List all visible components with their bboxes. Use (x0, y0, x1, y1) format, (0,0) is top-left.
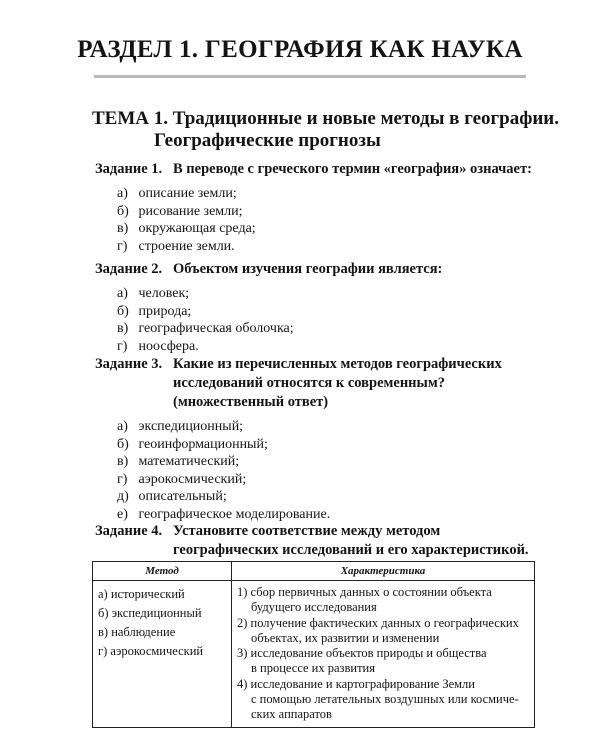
task-4 (95, 522, 529, 560)
task-4-header (95, 522, 529, 560)
characteristic-column-header: Характеристика (232, 562, 535, 581)
task-2-option-b: б) природа; (117, 303, 192, 319)
task-1-label: Задание 1. (95, 161, 163, 177)
section-title: РАЗДЕЛ 1. ГЕОГРАФИЯ КАК НАУКА (77, 36, 523, 63)
methods-cell (93, 581, 232, 728)
characteristic-item-3: 3) исследование объектов природы и общества в процессе их развития (237, 646, 487, 676)
task-3-question-line-1: Какие из перечисленных методов географических (173, 356, 502, 372)
task-1-question: В переводе с греческого термин «география» означает: (173, 161, 532, 177)
characteristics-cell (232, 581, 535, 728)
task-1-option-a: а) описание земли; (117, 186, 237, 201)
task-3-option-b: б) геоинформационный; (117, 436, 268, 452)
task-1-options (117, 185, 532, 255)
task-2-option-v: в) географическая оболочка; (117, 321, 294, 336)
matching-table (92, 561, 535, 728)
task-4-question-line-2: географических исследований и его характеристикой. (173, 542, 529, 558)
task-2-question: Объектом изучения географии является: (173, 261, 443, 277)
task-3-question-line-2: исследований относятся к современным? (173, 375, 445, 391)
task-1-option-b: б) рисование земли; (117, 203, 243, 219)
method-item-g: г) аэрокосмический (98, 644, 204, 658)
characteristic-item-4: 4) исследование и картографирование Земли с помощью летательных воздушных или космиче- ских аппаратов (237, 676, 519, 722)
method-item-v: в) наблюдение (98, 625, 176, 639)
method-item-a: а) исторический (98, 587, 185, 601)
task-3 (95, 355, 502, 523)
task-3-header (95, 355, 502, 412)
task-3-option-v: в) математический; (117, 454, 240, 469)
task-1 (95, 160, 532, 255)
task-2-options (117, 285, 442, 355)
task-2 (95, 260, 442, 355)
topic-heading (92, 108, 559, 152)
method-column-header: Метод (93, 562, 232, 581)
table-header-row (93, 562, 535, 581)
task-1-option-v: в) окружающая среда; (117, 221, 256, 236)
characteristic-item-1: 1) сбор первичных данных о состоянии объекта будущего исследования (237, 585, 492, 615)
table-row (93, 581, 535, 728)
task-4-question-line-1: Установите соответствие между методом (173, 523, 441, 539)
task-4-label: Задание 4. (95, 523, 163, 539)
task-3-label: Задание 3. (95, 356, 163, 372)
task-3-option-g: г) аэрокосмический; (117, 471, 247, 487)
task-1-header (95, 160, 532, 179)
task-3-option-d: д) описательный; (117, 489, 227, 504)
method-item-b: б) экспедиционный (98, 606, 202, 620)
topic-title-line-1: ТЕМА 1. Традиционные и новые методы в географии. (92, 108, 559, 129)
task-2-option-g: г) ноосфера. (117, 338, 199, 354)
section-divider (94, 75, 526, 78)
characteristic-item-2: 2) получение фактических данных о географических объектах, их развитии и изменении (237, 615, 519, 645)
task-3-option-e: е) географическое моделирование. (117, 506, 331, 522)
topic-title-line-2: Географические прогнозы (154, 130, 381, 151)
task-1-option-g: г) строение земли. (117, 238, 235, 254)
task-3-option-a: а) экспедиционный; (117, 419, 244, 434)
task-2-label: Задание 2. (95, 261, 163, 277)
task-2-option-a: а) человек; (117, 286, 190, 301)
task-2-header (95, 260, 442, 279)
task-3-question-line-3: (множественный ответ) (173, 394, 329, 410)
task-3-options (117, 418, 502, 523)
